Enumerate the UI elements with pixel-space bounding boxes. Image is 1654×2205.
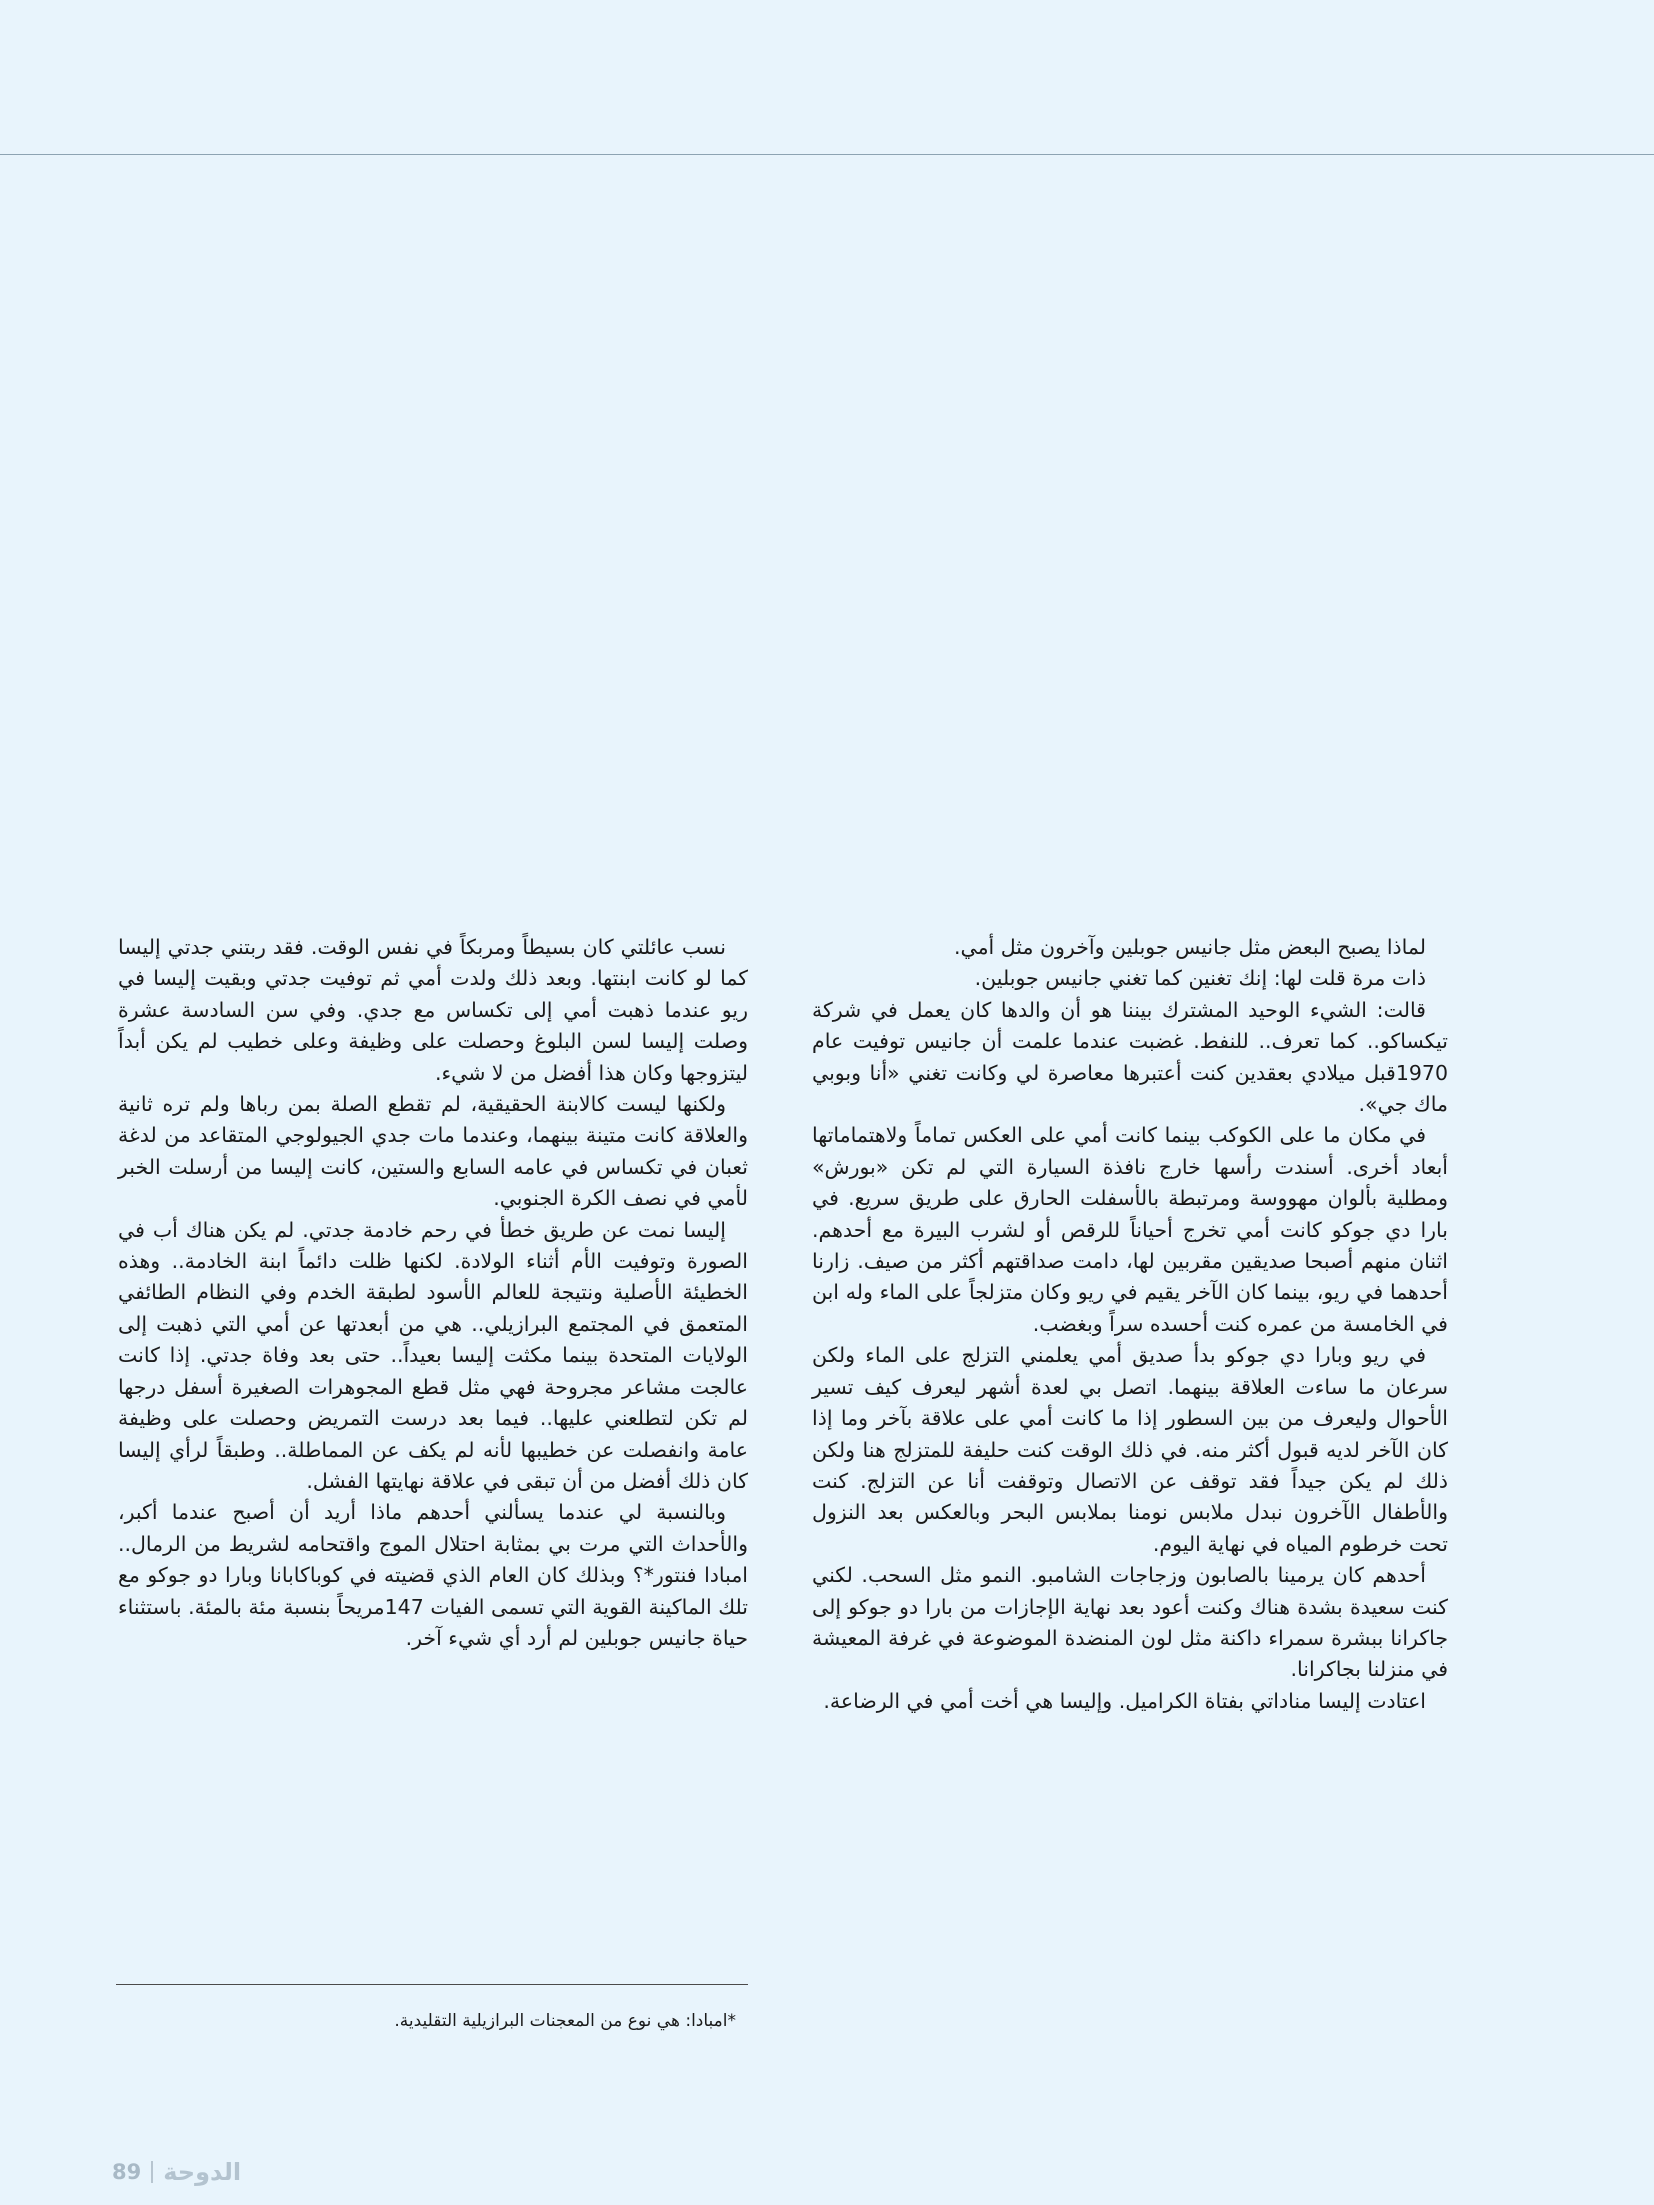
page-number: 89 xyxy=(112,2160,142,2184)
paragraph: أحدهم كان يرمينا بالصابون وزجاجات الشامبو. النمو مثل السحب. لكني كنت سعيدة بشدة هناك وكنت أعود بعد نهاية الإجازات من بارا دو جوكو إلى جاكرانا ببشرة سمراء داكنة مثل لون المنضدة الموضوعة في غرفة المعيشة في منزلنا بجاكرانا. xyxy=(812,1563,1448,1682)
paragraph: وبالنسبة لي عندما يسألني أحدهم ماذا أريد أن أصبح عندما أكبر، والأحداث التي مرت بي بمثابة احتلال الموج واقتحامه لشريط من الرمال.. امبادا فنتور*؟ وبذلك كان العام الذي قضيته في كوباكابانا وبارا دو جوكو مع تلك الماكينة القوية التي تسمى الفيات 147مريحاً بنسبة مئة بالمئة. باستثناء حياة جانيس جوبلين لم أرد أي شيء آخر. xyxy=(118,1500,748,1650)
paragraph: في مكان ما على الكوكب بينما كانت أمي على العكس تماماً ولاهتماماتها أبعاد أخرى. أسندت رأسها خارج نافذة السيارة التي لم تكن «بورش» ومطلية بألوان مهووسة ومرتبطة بالأسفلت الحارق على طريق سريع. في بارا دي جوكو كانت أمي تخرج أحياناً للرقص أو لشرب البيرة مع أحدهم. اثنان منهم أصبحا صديقين مقربين لها، دامت صداقتهم أكثر من صيف. زارنا أحدهما في ريو، بينما كان الآخر يقيم في ريو وكان متزلجاً على الماء وله ابن في الخامسة من عمره كنت أحسده سراً وبغضب. xyxy=(812,1123,1448,1336)
page-folio xyxy=(112,2157,241,2187)
paragraph: ولكنها ليست كالابنة الحقيقية، لم تقطع الصلة بمن رباها ولم تره ثانية والعلاقة كانت متينة بينهما، وعندما مات جدي الجيولوجي المتقاعد من لدغة ثعبان في تكساس في عامه السابع والستين، كانت إليسا من أرسلت الخبر لأمي في نصف الكرة الجنوبي. xyxy=(118,1092,748,1211)
article-column-left xyxy=(118,932,748,1654)
folio-divider xyxy=(151,2161,153,2183)
footnote: *امبادا: هي نوع من المعجنات البرازيلية التقليدية. xyxy=(394,2011,736,2031)
paragraph: ذات مرة قلت لها: إنك تغنين كما تغني جانيس جوبلين. xyxy=(974,966,1426,991)
header-rule xyxy=(0,154,1654,155)
paragraph: إليسا نمت عن طريق خطأ في رحم خادمة جدتي. لم يكن هناك أب في الصورة وتوفيت الأم أثناء الولادة. لكنها ظلت دائماً ابنة الخادمة.. وهذه الخطيئة الأصلية ونتيجة للعالم الأسود لطبقة الخدم وفي النظام الطائفي المتعمق في المجتمع البرازيلي.. هي من أبعدتها عن أمي التي ذهبت إلى الولايات المتحدة بينما مكثت إليسا بعيداً.. حتى بعد وفاة جدتي. إذا كانت عالجت مشاعر مجروحة فهي مثل قطع المجوهرات الصغيرة أسفل درجها لم تكن لتطلعني عليها.. فيما بعد درست التمريض وحصلت على وظيفة عامة وانفصلت عن خطيبها لأنه لم يكف عن المماطلة.. وطبقاً لرأي إليسا كان ذلك أفضل من أن تبقى في علاقة نهايتها الفشل. xyxy=(118,1217,748,1493)
article-column-right xyxy=(812,932,1448,1717)
paragraph: نسب عائلتي كان بسيطاً ومربكاً في نفس الوقت. فقد ربتني جدتي إليسا كما لو كانت ابنتها. وبعد ذلك ولدت أمي ثم توفيت جدتي وبقيت إليسا في ريو عندما ذهبت أمي إلى تكساس مع جدي. وفي سن السادسة عشرة وصلت إليسا لسن البلوغ وحصلت على وظيفة وعلى خطيب لم يكن أبداً ليتزوجها وكان هذا أفضل من لا شيء. xyxy=(118,935,748,1085)
paragraph: لماذا يصبح البعض مثل جانيس جوبلين وآخرون مثل أمي. xyxy=(953,935,1426,959)
magazine-logo: الدوحة xyxy=(163,2158,242,2186)
paragraph: في ريو وبارا دي جوكو بدأ صديق أمي يعلمني التزلج على الماء ولكن سرعان ما ساءت العلاقة بينهما. اتصل بي لعدة أشهر ليعرف كيف تسير الأحوال وليعرف من بين السطور إذا ما كانت أمي على علاقة بآخر وما إذا كان الآخر لديه قبول أكثر منه. في ذلك الوقت كنت حليفة للمتزلج هنا ولكن ذلك لم يكن جيداً فقد توقف عن الاتصال وتوقفت أنا عن التزلج. كنت والأطفال الآخرون نبدل ملابس نومنا بملابس البحر وبالعكس بعد النزول تحت خرطوم المياه في نهاية اليوم. xyxy=(812,1343,1448,1556)
footnote-rule xyxy=(116,1984,748,1985)
paragraph: اعتادت إليسا مناداتي بفتاة الكراميل. وإليسا هي أخت أمي في الرضاعة. xyxy=(823,1688,1426,1713)
paragraph: قالت: الشيء الوحيد المشترك بيننا هو أن والدها كان يعمل في شركة تيكساكو.. كما تعرف.. للنفط. غضبت عندما علمت أن جانيس توفيت عام 1970قبل ميلادي بعقدين كنت أعتبرها معاصرة لي وكانت تغني «أنا وبوبي ماك جي». xyxy=(812,997,1448,1117)
